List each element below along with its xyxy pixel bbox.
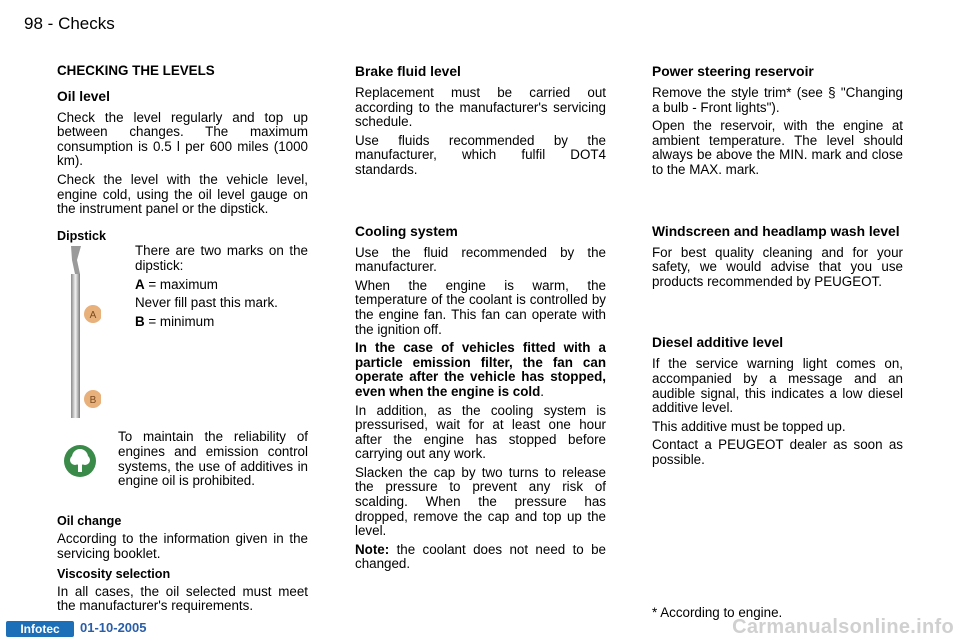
section-title: CHECKING THE LEVELS [57,63,215,78]
cooling-text-5: Slacken the cap by two turns to release the pressure to prevent any risk of scalding. When the pressure has dropped, remove the cap and top up the level. [355,464,606,539]
brake-fluid-text-2: Use fluids recommended by the manufacturer, which fulfil DOT4 standards. [355,132,606,177]
viscosity-text: In all cases, the oil selected must meet the manufacturer's requirements. [57,583,308,614]
eco-notice [57,430,308,506]
oil-change-heading: Oil change [57,514,122,529]
power-steering-text-2: Open the reservoir, with the engine at ambient temperature. The level should always be above the MIN. mark and close to the MAX. mark. [652,118,903,177]
footnote: * According to engine. [652,605,783,620]
diesel-additive-heading: Diesel additive level [652,335,784,351]
windscreen-heading: Windscreen and headlamp wash level [652,223,900,239]
mark-a-letter: A [135,276,145,292]
page-title: Checks [58,14,115,33]
footer-date: 01-10-2005 [80,620,147,635]
dipstick-illustration [61,246,101,418]
mark-a-meaning: = maximum [144,276,218,292]
note-text: the coolant does not need to be changed. [355,541,606,572]
oil-level-heading: Oil level [57,88,110,104]
oil-change-text: According to the information given in the servicing booklet. [57,530,308,561]
power-steering-text-1: Remove the style trim* (see § "Changing a bulb - Front lights"). [652,85,903,115]
cooling-text-3 [355,341,606,399]
cooling-heading: Cooling system [355,223,458,239]
dipstick-warning: Never fill past this mark. [135,295,278,311]
dipstick-heading: Dipstick [57,228,106,243]
watermark: Carmanualsonline.info [732,616,954,638]
page-header [24,14,115,34]
mark-b-label: B [89,395,97,407]
infotec-logo: Infotec [6,621,74,637]
dipstick-rod [71,274,80,418]
mark-b-letter: B [135,313,145,329]
column-left [57,64,308,618]
oil-level-text-1: Check the level regularly and top up between changes. The maximum consumption is 0.5 l per 600 miles (1000 km). [57,109,308,169]
diesel-additive-text-1: If the service warning light comes on, accompanied by a message and an audible signal, this indicates a low diesel additive level. [652,356,903,416]
diesel-additive-text-3: Contact a PEUGEOT dealer as soon as possible. [652,437,903,467]
mark-b-line [135,315,308,330]
windscreen-text: For best quality cleaning and for your safety, we would advise that you use products recommended by PEUGEOT. [652,244,903,289]
cooling-note [355,543,606,572]
mark-a-line [135,278,308,293]
cooling-text-2: When the engine is warm, the temperature of the coolant is controlled by the engine fan. This fan can operate with the ignition off. [355,277,606,337]
brake-fluid-text-1: Replacement must be carried out according to the manufacturer's servicing schedule. [355,85,606,130]
viscosity-heading: Viscosity selection [57,567,171,582]
oil-level-text-2: Check the level with the vehicle level, engine cold, using the oil level gauge on the instrument panel or the dipstick. [57,171,308,217]
page-number: 98 [24,14,43,33]
note-label: Note: [355,541,390,557]
diesel-additive-text-2: This additive must be topped up. [652,418,846,434]
eco-notice-text: To maintain the reliability of engines and emission control systems, the use of additives in engine oil is prohibited. [118,429,308,489]
cooling-warning-end: . [540,383,545,399]
header-separator: - [47,14,54,33]
column-middle [355,64,606,576]
column-right [652,64,903,472]
page-footer [0,618,960,640]
dipstick-intro: There are two marks on the dipstick: [135,243,308,273]
cooling-text-1: Use the fluid recommended by the manufacturer. [355,244,606,275]
dipstick-block [57,243,308,426]
cooling-warning: In the case of vehicles fitted with a particle emission filter, the fan can operate after the vehicle has stopped, even when the engine is cold [355,340,606,399]
mark-a-label: A [89,310,97,322]
power-steering-heading: Power steering reservoir [652,64,814,79]
tree-icon [63,444,97,478]
dipstick-text [135,244,308,333]
mark-b-meaning: = minimum [144,313,215,329]
brake-fluid-heading: Brake fluid level [355,64,461,79]
cooling-text-4: In addition, as the cooling system is pressurised, wait for at least one hour after the engine has stopped before carrying out any work. [355,402,606,462]
